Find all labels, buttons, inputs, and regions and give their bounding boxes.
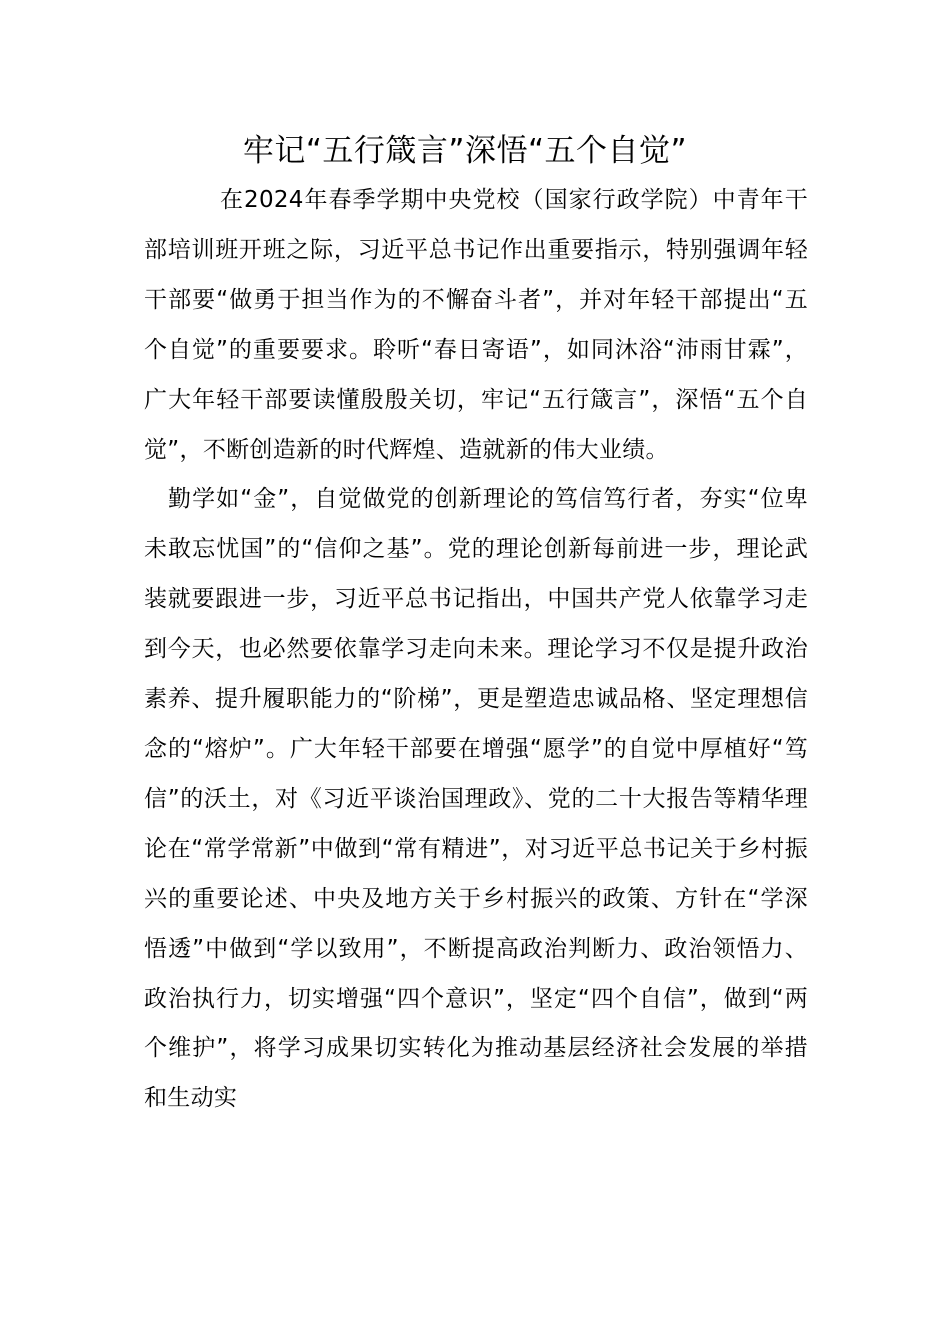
paragraph-intro: 在2024年春季学期中央党校（国家行政学院）中青年干部培训班开班之际，习近平总书记作出重要指示，特别强调年轻干部要“做勇于担当作为的不懈奋斗者”，并对年轻干部提出“五个自觉”的重要要求。聆听“春日寄语”，如同沐浴“沛雨甘霖”，广大年轻干部要读懂殷殷关切，牢记“五行箴言”，深悟“五个自觉”，不断创造新的时代辉煌、造就新的伟大业绩。 bbox=[144, 187, 808, 463]
document-title: 牢记“五行箴言”深悟“五个自觉” bbox=[242, 133, 688, 169]
paragraph-study: 勤学如“金”，自觉做党的创新理论的笃信笃行者，夯实“位卑未敢忘忧国”的“信仰之基”。党的理论创新每前进一步，理论武装就要跟进一步，习近平总书记指出，中国共产党人依靠学习走到今天，也必然要依靠学习走向未来。理论学习不仅是提升政治素养、提升履职能力的“阶梯”，更是塑造忠诚品格、坚定理想信念的“熔炉”。广大年轻干部要在增强“愿学”的自觉中厚植好“笃信”的沃土，对《习近平谈治国理政》、党的二十大报告等精华理论在“常学常新”中做到“常有精进”，对习近平总书记关于乡村振兴的重要论述、中央及地方关于乡村振兴的政策、方针在“学深悟透”中做到“学以致用”，不断提高政治判断力、政治领悟力、政治执行力，切实增强“四个意识”，坚定“四个自信”，做到“两个维护”，将学习成果切实转化为推动基层经济社会发展的举措和生动实 bbox=[144, 486, 808, 1112]
document-body bbox=[144, 176, 808, 1124]
